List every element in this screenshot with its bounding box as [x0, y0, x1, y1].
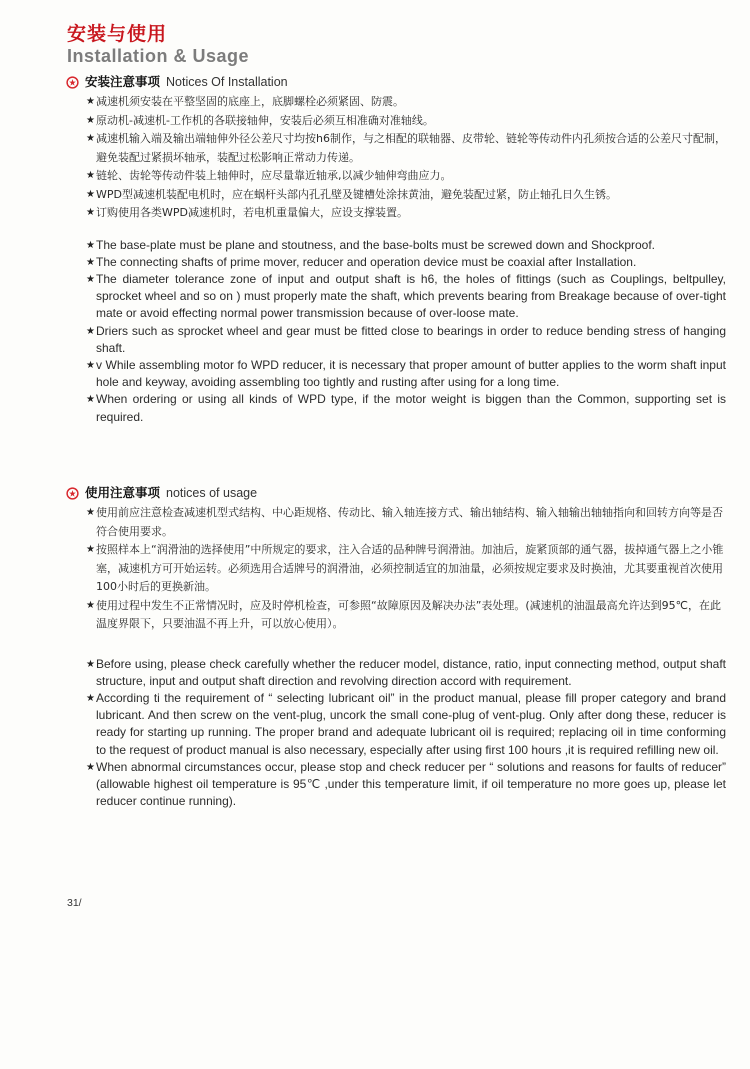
list-item-text: 链轮、齿轮等传动件装上轴伸时，应尽量靠近轴承,以减少轴伸弯曲应力。: [96, 169, 452, 182]
list-item-text: The diameter tolerance zone of input and output shaft is h6, the holes of fittings (such as Couplings, beltpulley, sprocket wheel and so on ) must properly mate the shaft, which prevents bearing from Breakage because of over-tight mate or avoid effecting normal power transmission because of over-loose mate.: [96, 271, 726, 321]
star-bullet-icon: ★: [86, 507, 95, 518]
list-item-text: When ordering or using all kinds of WPD type, if the motor weight is biggen than the Common, supporting set is required.: [96, 392, 726, 424]
list-item: [86, 237, 726, 254]
list-item: [86, 112, 726, 131]
list-item: [86, 391, 726, 425]
list-item-text: The base-plate must be plane and stoutness, and the base-bolts must be screwed down and Shockproof.: [96, 237, 656, 252]
list-item-text: When abnormal circumstances occur, please stop and check reducer per “ solutions and reasons for faults of reducer” (allowable highest oil temperature is 95℃ ,under this temperature limit, if oil temperature no more goes up, please let reducer continue running).: [96, 759, 726, 809]
star-bullet-icon: ★: [86, 273, 95, 285]
star-bullet-icon: ★: [86, 394, 95, 406]
list-item: [86, 357, 726, 391]
list-item-text: Driers such as sprocket wheel and gear must be fitted close to bearings in order to reduce bending stress of hanging shaft.: [96, 323, 726, 355]
installation-notes-en: [66, 237, 726, 426]
list-item-text: WPD型减速机装配电机时，应在蜗杆头部内孔孔壁及键槽处涂抹黄油，避免装配过紧，防止轴孔日久生锈。: [96, 187, 617, 201]
list-item-text: 使用过程中发生不正常情况时，应及时停机检查，可参照“故障原因及解决办法”表处理。(减速机的油温最高允许达到95℃，在此温度界限下，只要油温不再上升，可以放心使用）。: [96, 598, 722, 630]
page-title-cn: 安装与使用: [67, 23, 168, 45]
list-item: [86, 93, 726, 112]
list-item-text: 原动机-减速机-工作机的各联接轴伸，安装后必须互相准确对准轴线。: [96, 113, 434, 127]
installation-heading-en: Notices Of Installation: [166, 75, 288, 89]
usage-heading: [66, 484, 726, 502]
page-title-en: Installation & Usage: [67, 46, 250, 66]
star-bullet-icon: ★: [86, 692, 95, 704]
usage-heading-cn: 使用注意事项: [85, 485, 161, 500]
list-item-text: The connecting shafts of prime mover, reducer and operation device must be coaxial after Installation.: [96, 254, 637, 269]
list-item-text: According ti the requirement of “ selecting lubricant oil” in the product manual, please fill proper category and brand lubricant. And then screw on the vent-plug, uncork the small cone-plug of vent-plug. Only after dong these, reducer is ready for starting up running. The proper brand and adequate lubricant oil is required; replacing oil in time conforming to the request of product manual is also necessary, especially after using first 100 hours ,it is required refilling new oil.: [96, 690, 726, 757]
list-item: [86, 690, 726, 759]
star-bullet-icon: ★: [86, 544, 95, 555]
list-item: [86, 656, 726, 690]
usage-section: [66, 484, 726, 810]
list-item: [86, 254, 726, 271]
list-item: [86, 186, 726, 205]
star-bullet-icon: ★: [86, 207, 95, 218]
list-item-text: 减速机输入端及输出端轴伸外径公差尺寸均按h6制作，与之相配的联轴器、皮带轮、链轮等传动件内孔须按合适的公差尺寸配制，避免装配过紧损坏轴承，装配过松影响正常动力传递。: [96, 132, 726, 164]
usage-notes-en: [66, 656, 726, 811]
installation-section: [66, 73, 726, 426]
usage-notes-cn: [66, 504, 726, 634]
star-bullet-icon: ★: [86, 96, 95, 107]
star-circle-icon: [66, 487, 79, 500]
installation-heading: [66, 73, 726, 91]
star-bullet-icon: ★: [86, 761, 95, 773]
list-item-text: 减速机须安装在平整坚固的底座上，底脚螺栓必须紧固、防震。: [96, 95, 404, 108]
list-item: [86, 759, 726, 811]
list-item: [86, 204, 726, 223]
list-item-text: 订购使用各类WPD减速机时，若电机重量偏大，应设支撑装置。: [96, 206, 408, 219]
star-bullet-icon: ★: [86, 188, 95, 200]
list-item: [86, 130, 726, 167]
list-item-text: Before using, please check carefully whether the reducer model, distance, ratio, input connecting method, output shaft structure, input and output shaft direction and revolving direction accord with requirement.: [96, 656, 726, 688]
list-item: [86, 597, 726, 634]
star-bullet-icon: ★: [86, 239, 95, 251]
list-item: [86, 271, 726, 323]
star-bullet-icon: ★: [86, 114, 95, 126]
list-item-text: 使用前应注意检查减速机型式结构、中心距规格、传动比、输入轴连接方式、输出轴结构、输入轴输出轴轴指向和回转方向等是否符合使用要求。: [96, 506, 723, 538]
list-item-text: 按照样本上“润滑油的选择使用”中所规定的要求，注入合适的品种牌号润滑油。加油后，旋紧顶部的通气器，拔掉通气器上之小锥塞，减速机方可开始运转。必须选用合适牌号的润滑油，必须控制适宜的加油量，必须按规定要求及时换油，尤其要重视首次使用100小时后的更换新油。: [96, 543, 724, 593]
list-item-text: v While assembling motor fo WPD reducer, it is necessary that proper amount of butter applies to the worm shaft input hole and keyway, avoiding assembling too tightly and rusting after using for a long time.: [96, 357, 726, 390]
list-item: [86, 504, 726, 541]
star-bullet-icon: ★: [86, 658, 95, 670]
star-bullet-icon: ★: [86, 256, 95, 268]
star-bullet-icon: ★: [86, 170, 95, 181]
star-bullet-icon: ★: [86, 359, 95, 371]
star-bullet-icon: ★: [86, 325, 95, 337]
usage-heading-en: notices of usage: [166, 486, 258, 500]
star-circle-icon: [66, 76, 79, 89]
installation-notes-cn: [66, 93, 726, 223]
installation-heading-cn: 安装注意事项: [85, 74, 161, 89]
list-item: [86, 167, 726, 186]
star-bullet-icon: ★: [86, 133, 95, 144]
page-number: 31/: [67, 897, 82, 909]
star-bullet-icon: ★: [86, 599, 95, 611]
list-item: [86, 323, 726, 357]
list-item: [86, 541, 726, 597]
